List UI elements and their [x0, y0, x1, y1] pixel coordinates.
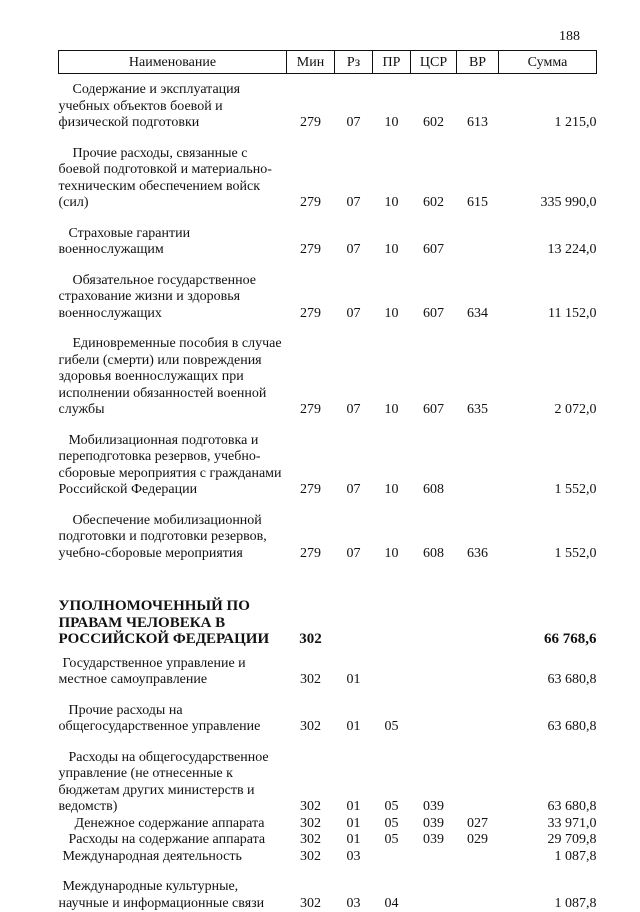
row-vr: 029 [457, 832, 499, 849]
row-name-line: Страховые гарантии [59, 226, 287, 243]
row-sum: 63 680,8 [499, 750, 597, 816]
row-vr: 613 [457, 82, 499, 132]
row-name-line: (сил) [59, 195, 287, 212]
row-min: 302 [287, 879, 335, 912]
row-name-line: местное самоуправление [59, 672, 287, 689]
row-name [59, 146, 287, 212]
row-name-line: ПРАВАМ ЧЕЛОВЕКА В [59, 615, 287, 632]
row-rz: 01 [335, 656, 373, 689]
row-min: 279 [287, 336, 335, 419]
spacer-cell [59, 499, 597, 513]
table-row [59, 816, 597, 833]
row-sum: 63 680,8 [499, 703, 597, 736]
row-name-line: Российской Федерации [59, 482, 287, 499]
row-name [59, 513, 287, 563]
row-rz: 07 [335, 433, 373, 499]
row-rz: 07 [335, 513, 373, 563]
row-name [59, 598, 287, 648]
row-csr: 602 [411, 82, 457, 132]
row-sum: 1 087,8 [499, 849, 597, 866]
header-min: Мин [287, 51, 335, 74]
row-name-line: учебно-сборовые мероприятия [59, 546, 287, 563]
header-csr: ЦСР [411, 51, 457, 74]
row-pr: 10 [373, 226, 411, 259]
row-pr: 10 [373, 336, 411, 419]
row-rz [335, 598, 373, 648]
row-vr [457, 226, 499, 259]
row-name [59, 226, 287, 259]
row-pr: 05 [373, 832, 411, 849]
row-name-line: учебных объектов боевой и [59, 99, 287, 116]
row-name-line: здоровья военнослужащих при [59, 369, 287, 386]
spacer-cell [59, 419, 597, 433]
row-vr: 635 [457, 336, 499, 419]
row-vr: 615 [457, 146, 499, 212]
header-sum: Сумма [499, 51, 597, 74]
row-rz: 01 [335, 703, 373, 736]
row-name-line: управление (не отнесенные к [59, 766, 287, 783]
row-name-line: сборовые мероприятия с гражданами [59, 466, 287, 483]
section-heading-row [59, 598, 597, 648]
row-rz: 01 [335, 832, 373, 849]
row-name-line: физической подготовки [59, 115, 287, 132]
row-name-line: Обеспечение мобилизационной [59, 513, 287, 530]
row-rz: 07 [335, 273, 373, 323]
row-name-line: Прочие расходы, связанные с [59, 146, 287, 163]
row-vr [457, 849, 499, 866]
row-min: 279 [287, 146, 335, 212]
row-name [59, 433, 287, 499]
table-row [59, 336, 597, 419]
row-vr: 027 [457, 816, 499, 833]
row-name-line: научные и информационные связи [59, 896, 287, 912]
row-pr: 10 [373, 513, 411, 563]
row-pr: 10 [373, 433, 411, 499]
row-rz: 07 [335, 226, 373, 259]
row-name-line: РОССИЙСКОЙ ФЕДЕРАЦИИ [59, 631, 287, 648]
spacer-cell [59, 132, 597, 146]
row-name-line: Прочие расходы на [59, 703, 287, 720]
row-sum: 29 709,8 [499, 832, 597, 849]
row-csr: 602 [411, 146, 457, 212]
spacer-cell [59, 648, 597, 656]
row-rz: 03 [335, 879, 373, 912]
spacer-cell [59, 689, 597, 703]
table-body [59, 74, 597, 912]
row-sum: 11 152,0 [499, 273, 597, 323]
row-min: 302 [287, 656, 335, 689]
row-name-line: гибели (смерти) или повреждения [59, 353, 287, 370]
row-pr [373, 656, 411, 689]
table-row [59, 273, 597, 323]
row-pr: 05 [373, 816, 411, 833]
row-sum: 335 990,0 [499, 146, 597, 212]
row-spacer [59, 212, 597, 226]
row-rz: 03 [335, 849, 373, 866]
header-rz: Рз [335, 51, 373, 74]
row-name [59, 832, 287, 849]
row-sum: 1 552,0 [499, 433, 597, 499]
row-sum: 66 768,6 [499, 598, 597, 648]
row-name [59, 656, 287, 689]
row-min: 302 [287, 816, 335, 833]
spacer-cell [59, 74, 597, 83]
row-name [59, 849, 287, 866]
row-pr: 10 [373, 146, 411, 212]
spacer-cell [59, 322, 597, 336]
row-min: 279 [287, 513, 335, 563]
row-csr [411, 703, 457, 736]
row-spacer [59, 562, 597, 598]
row-min: 302 [287, 703, 335, 736]
row-pr [373, 849, 411, 866]
row-name-line: Государственное управление и [59, 656, 287, 673]
row-pr: 04 [373, 879, 411, 912]
row-min: 302 [287, 832, 335, 849]
row-name [59, 82, 287, 132]
spacer-cell [59, 212, 597, 226]
row-name [59, 816, 287, 833]
row-name-line: Международные культурные, [59, 879, 287, 896]
spacer-cell [59, 259, 597, 273]
row-name [59, 336, 287, 419]
row-sum: 1 552,0 [499, 513, 597, 563]
row-pr: 05 [373, 750, 411, 816]
row-pr: 10 [373, 273, 411, 323]
row-sum: 13 224,0 [499, 226, 597, 259]
page-number: 188 [559, 29, 580, 45]
row-rz: 07 [335, 336, 373, 419]
row-name-line: военнослужащим [59, 242, 287, 259]
row-vr [457, 433, 499, 499]
row-name-line: Денежное содержание аппарата [59, 816, 287, 833]
row-spacer [59, 648, 597, 656]
header-pr: ПР [373, 51, 411, 74]
row-name [59, 273, 287, 323]
row-name-line: Обязательное государственное [59, 273, 287, 290]
row-rz: 07 [335, 82, 373, 132]
row-min: 302 [287, 849, 335, 866]
row-csr [411, 598, 457, 648]
row-name-line: Международная деятельность [59, 849, 287, 866]
row-csr: 039 [411, 816, 457, 833]
row-sum: 33 971,0 [499, 816, 597, 833]
row-name-line: службы [59, 402, 287, 419]
row-spacer [59, 499, 597, 513]
row-name-line: техническим обеспечением войск [59, 179, 287, 196]
header-name: Наименование [59, 51, 287, 74]
row-vr [457, 656, 499, 689]
row-name-line: Расходы на содержание аппарата [59, 832, 287, 849]
row-name-line: Содержание и эксплуатация [59, 82, 287, 99]
row-name-line: ведомств) [59, 799, 287, 816]
row-spacer [59, 74, 597, 83]
spacer-cell [59, 562, 597, 598]
row-spacer [59, 132, 597, 146]
row-name-line: военнослужащих [59, 306, 287, 323]
row-csr: 608 [411, 513, 457, 563]
row-min: 302 [287, 598, 335, 648]
row-name-line: УПОЛНОМОЧЕННЫЙ ПО [59, 598, 287, 615]
table-row [59, 82, 597, 132]
row-name [59, 703, 287, 736]
row-csr: 607 [411, 273, 457, 323]
row-rz: 07 [335, 146, 373, 212]
table-row [59, 849, 597, 866]
table-row [59, 879, 597, 912]
row-name-line: боевой подготовкой и материально- [59, 162, 287, 179]
row-vr [457, 598, 499, 648]
row-name-line: страхование жизни и здоровья [59, 289, 287, 306]
row-name-line: бюджетам других министерств и [59, 783, 287, 800]
row-pr [373, 598, 411, 648]
row-csr: 039 [411, 750, 457, 816]
row-pr: 05 [373, 703, 411, 736]
row-csr [411, 849, 457, 866]
row-rz: 01 [335, 816, 373, 833]
row-name [59, 750, 287, 816]
row-csr: 039 [411, 832, 457, 849]
spacer-cell [59, 865, 597, 879]
table-row [59, 146, 597, 212]
row-name-line: Расходы на общегосударственное [59, 750, 287, 767]
row-spacer [59, 736, 597, 750]
row-min: 302 [287, 750, 335, 816]
row-pr: 10 [373, 82, 411, 132]
row-vr [457, 750, 499, 816]
row-name-line: подготовки и подготовки резервов, [59, 529, 287, 546]
row-spacer [59, 689, 597, 703]
spacer-cell [59, 736, 597, 750]
row-min: 279 [287, 433, 335, 499]
row-csr: 607 [411, 226, 457, 259]
row-sum: 1 087,8 [499, 879, 597, 912]
header-vr: ВР [457, 51, 499, 74]
row-csr [411, 656, 457, 689]
row-sum: 1 215,0 [499, 82, 597, 132]
row-csr [411, 879, 457, 912]
row-csr: 608 [411, 433, 457, 499]
table-row [59, 226, 597, 259]
row-sum: 2 072,0 [499, 336, 597, 419]
row-name-line: Мобилизационная подготовка и [59, 433, 287, 450]
row-vr: 634 [457, 273, 499, 323]
row-rz: 01 [335, 750, 373, 816]
row-vr: 636 [457, 513, 499, 563]
table-row [59, 433, 597, 499]
table-row [59, 656, 597, 689]
row-csr: 607 [411, 336, 457, 419]
row-name [59, 879, 287, 912]
row-sum: 63 680,8 [499, 656, 597, 689]
row-name-line: исполнении обязанностей военной [59, 386, 287, 403]
row-name-line: общегосударственное управление [59, 719, 287, 736]
table-row [59, 750, 597, 816]
table-header-row [59, 51, 597, 74]
table-row [59, 513, 597, 563]
row-min: 279 [287, 273, 335, 323]
table-row [59, 832, 597, 849]
row-vr [457, 703, 499, 736]
row-spacer [59, 259, 597, 273]
row-spacer [59, 419, 597, 433]
row-spacer [59, 322, 597, 336]
row-spacer [59, 865, 597, 879]
row-min: 279 [287, 82, 335, 132]
row-name-line: Единовременные пособия в случае [59, 336, 287, 353]
row-name-line: переподготовка резервов, учебно- [59, 449, 287, 466]
table-row [59, 703, 597, 736]
row-vr [457, 879, 499, 912]
budget-table [58, 50, 597, 912]
row-min: 279 [287, 226, 335, 259]
